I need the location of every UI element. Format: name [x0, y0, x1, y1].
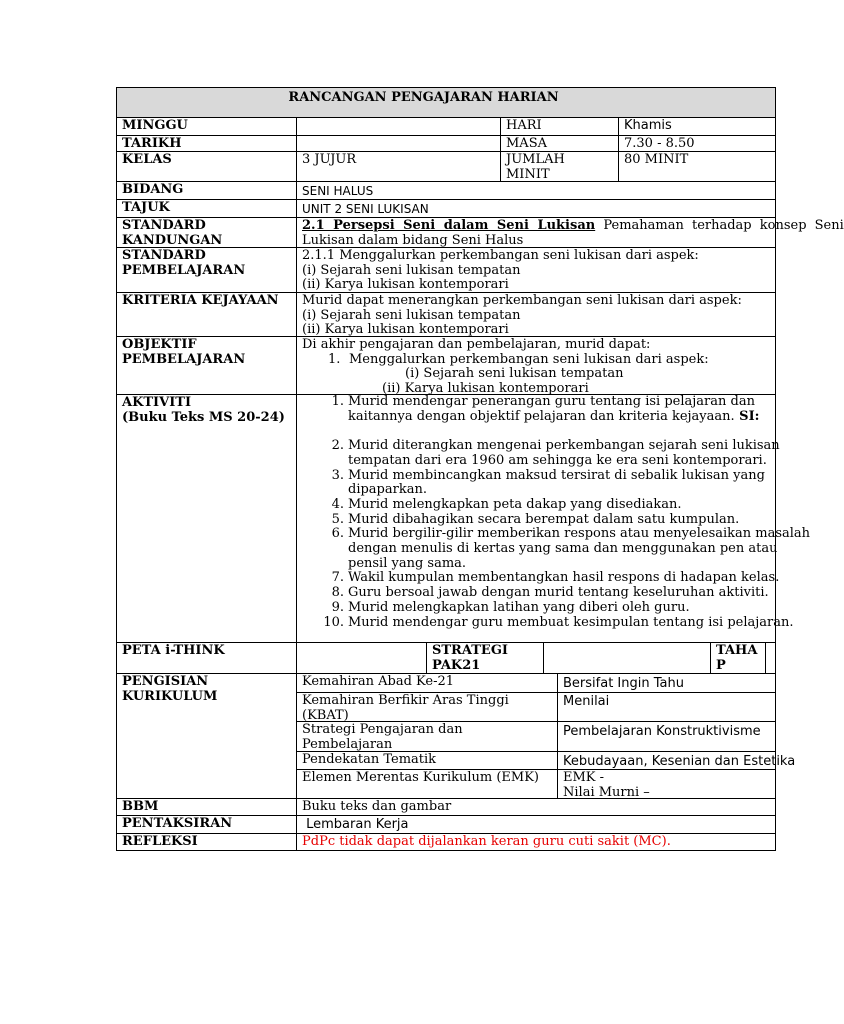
tarikh-label: TARIKH	[122, 136, 182, 151]
aktiviti-list	[297, 394, 811, 630]
aktiviti-item-line	[348, 498, 775, 513]
pengisian-item-label: Pembelajaran	[302, 736, 393, 752]
aktiviti-item-text: Murid dibahagikan secara berempat dalam satu kumpulan.	[348, 511, 740, 527]
aktiviti-label-cell	[116, 394, 297, 643]
aktiviti-item-line	[348, 614, 794, 631]
aktiviti-item-number: 3.	[331, 467, 344, 483]
aktiviti-item-text: Murid diterangkan mengenai perkembangan sejarah seni lukisan	[348, 438, 780, 454]
aktiviti-item-number: 10.	[323, 614, 344, 630]
objektif-value-cell	[296, 336, 776, 395]
pentaksiran-label: PENTAKSIRAN	[122, 816, 233, 831]
jumlah-minit-value-cell	[618, 151, 776, 182]
pengisian-row-right	[557, 721, 776, 752]
strategi-label-line2: PAK21	[432, 657, 481, 673]
pengisian-item-value: Nilai Murni –	[563, 784, 650, 800]
tajuk-label: TAJUK	[122, 200, 170, 215]
refleksi-value-cell	[296, 833, 776, 851]
aktiviti-item	[297, 438, 780, 468]
standard-kandungan-heading: 2.1 Persepsi Seni dalam Seni Lukisan	[302, 218, 596, 233]
aktiviti-item-line	[348, 410, 775, 425]
objektif-label-line1: OBJEKTIF	[122, 337, 197, 352]
aktiviti-item-text: Wakil kumpulan membentangkan hasil respons di hadapan kelas.	[348, 570, 780, 586]
objektif-item	[302, 353, 770, 368]
peta-label-cell	[116, 642, 297, 674]
pengisian-item-label: (KBAT)	[302, 707, 349, 723]
minggu-label-cell	[116, 117, 297, 136]
pengisian-label-cell	[116, 673, 297, 799]
pengisian-row-right	[557, 769, 776, 799]
kelas-label: KELAS	[122, 152, 172, 167]
standard-kandungan-label-line2: KANDUNGAN	[122, 232, 223, 248]
standard-pembelajaran-label-line2: PEMBELAJARAN	[122, 262, 246, 278]
jumlah-minit-value: 80 MINIT	[624, 152, 689, 167]
hari-label: HARI	[506, 118, 542, 133]
kriteria-value-cell	[296, 292, 776, 337]
standard-kandungan-line1	[302, 218, 844, 234]
bbm-value: Buku teks dan gambar	[302, 799, 452, 814]
tajuk-value: UNIT 2 SENI LUKISAN	[302, 202, 429, 216]
refleksi-value: PdPc tidak dapat dijalankan keran guru cuti sakit (MC).	[302, 834, 671, 849]
objektif-item-text: Menggalurkan perkembangan seni lukisan dari aspek:	[349, 351, 709, 367]
page-title: RANCANGAN PENGAJARAN HARIAN	[288, 90, 559, 105]
aktiviti-item-text: Murid membincangkan maksud tersirat di sebalik lukisan yang	[348, 467, 765, 483]
pengisian-item-label: Strategi Pengajaran dan	[302, 722, 463, 737]
pengisian-row-right	[557, 751, 796, 770]
aktiviti-item-text: Murid melengkapkan latihan yang diberi oleh guru.	[348, 599, 690, 615]
pengisian-item-label: Pendekatan Tematik	[302, 752, 437, 767]
standard-kandungan-value-cell	[296, 217, 844, 248]
strategi-label-line1: STRATEGI	[432, 643, 509, 658]
tahap-value-cell	[765, 642, 776, 674]
aktiviti-item-text: Murid mendengar guru membuat kesimpulan tentang isi pelajaran.	[348, 614, 794, 630]
bbm-label-cell	[116, 798, 297, 816]
objektif-sub-item: (i) Sejarah seni lukisan tempatan	[405, 366, 624, 381]
peta-value-cell	[296, 642, 427, 674]
bidang-value-cell	[296, 181, 776, 200]
objektif-label-line2: PEMBELAJARAN	[122, 351, 246, 367]
objektif-sub-item: (ii) Karya lukisan kontemporari	[382, 380, 589, 396]
aktiviti-item	[297, 570, 780, 586]
aktiviti-item-number: 4.	[331, 496, 344, 512]
minggu-label: MINGGU	[122, 118, 188, 133]
title-cell	[116, 87, 776, 118]
standard-pembelajaran-line: (ii) Karya lukisan kontemporari	[302, 277, 509, 292]
hari-label-cell	[500, 117, 619, 136]
tahap-label-line2: P	[716, 657, 726, 673]
aktiviti-value-cell	[296, 394, 811, 643]
aktiviti-item-line	[348, 557, 775, 572]
jumlah-minit-label-line1: JUMLAH	[506, 152, 565, 167]
pengisian-row-left	[296, 692, 558, 722]
standard-pembelajaran-value-cell	[296, 247, 776, 293]
pengisian-item-value: EMK -	[563, 770, 605, 785]
kriteria-label-cell	[116, 292, 297, 337]
aktiviti-item-line	[348, 438, 780, 454]
bidang-label: BIDANG	[122, 182, 184, 197]
aktiviti-item-line	[348, 541, 778, 557]
pengisian-item-label: Kemahiran Abad Ke-21	[302, 674, 455, 689]
pentaksiran-value-cell	[296, 815, 776, 834]
kriteria-line: Murid dapat menerangkan perkembangan seni lukisan dari aspek:	[302, 293, 742, 308]
aktiviti-item-text: Murid mendengar penerangan guru tentang isi pelajaran dan	[348, 394, 755, 409]
aktiviti-item-number: 2.	[331, 438, 344, 454]
standard-pembelajaran-label-line1: STANDARD	[122, 248, 206, 263]
aktiviti-item	[297, 395, 775, 424]
pengisian-row-left	[296, 721, 558, 752]
aktiviti-label-line1: AKTIVITI	[122, 395, 192, 410]
tarikh-label-cell	[116, 135, 297, 152]
masa-label: MASA	[506, 136, 547, 151]
refleksi-label-cell	[116, 833, 297, 851]
pengisian-row-left	[296, 769, 558, 799]
aktiviti-label-line2: (Buku Teks MS 20-24)	[122, 409, 285, 425]
tajuk-label-cell	[116, 199, 297, 218]
pengisian-item-value: Pembelajaran Konstruktivisme	[563, 724, 761, 739]
aktiviti-item-text: tempatan dari era 1960 am sehingga ke era seni kontemporari.	[348, 452, 767, 468]
aktiviti-item-suffix: SI:	[734, 408, 760, 424]
aktiviti-item-text: pensil yang sama.	[348, 555, 467, 571]
aktiviti-item-line	[348, 570, 780, 586]
peta-label: PETA i-THINK	[122, 643, 225, 658]
objektif-label-cell	[116, 336, 297, 395]
aktiviti-item-line	[348, 601, 775, 616]
standard-pembelajaran-line: (i) Sejarah seni lukisan tempatan	[302, 262, 521, 278]
aktiviti-item-number: 5.	[331, 511, 344, 527]
bidang-label-cell	[116, 181, 297, 200]
kriteria-line: (i) Sejarah seni lukisan tempatan	[302, 307, 521, 323]
tahap-label-line1: TAHA	[716, 643, 758, 658]
aktiviti-item-text: dengan menulis di kertas yang sama dan menggunakan pen atau	[348, 541, 778, 557]
aktiviti-item-line	[348, 526, 811, 542]
refleksi-label: REFLEKSI	[122, 834, 198, 849]
aktiviti-item-number: 9.	[331, 599, 344, 615]
pengisian-item-value: Bersifat Ingin Tahu	[563, 676, 684, 691]
aktiviti-item	[297, 526, 811, 571]
pengisian-row-right	[557, 692, 776, 722]
masa-label-cell	[500, 135, 619, 152]
aktiviti-item-number: 6.	[331, 526, 344, 542]
aktiviti-item-line	[348, 395, 775, 410]
pentaksiran-label-cell	[116, 815, 297, 834]
standard-kandungan-label-cell	[116, 217, 297, 248]
kriteria-line: (ii) Karya lukisan kontemporari	[302, 322, 509, 337]
pengisian-label-line1: PENGISIAN	[122, 674, 209, 689]
standard-kandungan-label-line1: STANDARD	[122, 218, 206, 233]
masa-value-cell	[618, 135, 776, 152]
standard-kandungan-line2: Lukisan dalam bidang Seni Halus	[302, 232, 524, 248]
aktiviti-item	[297, 614, 794, 631]
aktiviti-item	[297, 586, 775, 601]
aktiviti-item	[297, 498, 775, 513]
pengisian-row-left	[296, 751, 558, 770]
pengisian-item-value: Menilai	[563, 694, 610, 709]
tarikh-value-cell	[296, 135, 501, 152]
aktiviti-item-line	[348, 483, 775, 498]
aktiviti-item	[297, 469, 775, 498]
hari-value: Khamis	[624, 118, 672, 133]
kelas-value-cell	[296, 151, 501, 182]
pengisian-row-right	[557, 673, 776, 693]
pengisian-item-value: Kebudayaan, Kesenian dan Estetika	[563, 754, 796, 769]
aktiviti-item-line	[348, 469, 775, 484]
aktiviti-item-text: dipaparkan.	[348, 482, 427, 498]
masa-value: 7.30 - 8.50	[624, 136, 695, 151]
pengisian-item-label: Kemahiran Berfikir Aras Tinggi	[302, 693, 509, 708]
strategi-value-cell	[543, 642, 711, 674]
hari-value-cell	[618, 117, 776, 136]
aktiviti-item	[297, 513, 775, 528]
aktiviti-item-line	[348, 513, 775, 528]
jumlah-minit-label-line2: MINIT	[506, 166, 550, 182]
pengisian-item-label: Elemen Merentas Kurikulum (EMK)	[302, 770, 539, 785]
objektif-intro: Di akhir pengajaran dan pembelajaran, murid dapat:	[302, 337, 651, 352]
aktiviti-item-text: Murid bergilir-gilir memberikan respons atau menyelesaikan masalah	[348, 526, 811, 542]
tahap-label-cell	[710, 642, 766, 674]
minggu-value-cell	[296, 117, 501, 136]
objektif-item-number: 1.	[328, 351, 341, 367]
kelas-value: 3 JUJUR	[302, 152, 357, 167]
aktiviti-item-line	[348, 454, 775, 469]
kriteria-label: KRITERIA KEJAYAAN	[122, 293, 279, 308]
tajuk-value-cell	[296, 199, 776, 218]
pengisian-label-line2: KURIKULUM	[122, 688, 218, 704]
aktiviti-item-text: kaitannya dengan objektif pelajaran dan kriteria kejayaan.	[348, 408, 735, 424]
aktiviti-item-number: 8.	[331, 585, 344, 601]
standard-pembelajaran-label-cell	[116, 247, 297, 293]
bbm-value-cell	[296, 798, 776, 816]
strategi-label-cell	[426, 642, 544, 674]
aktiviti-item	[297, 601, 775, 616]
standard-pembelajaran-line: 2.1.1 Menggalurkan perkembangan seni lukisan dari aspek:	[302, 248, 699, 263]
aktiviti-item-number: 7.	[331, 570, 344, 586]
aktiviti-item-text: Murid melengkapkan peta dakap yang disediakan.	[348, 496, 682, 512]
aktiviti-item-line	[348, 586, 775, 601]
aktiviti-item-text: Guru bersoal jawab dengan murid tentang keseluruhan aktiviti.	[348, 585, 769, 601]
standard-kandungan-text: Pemahaman terhadap konsep Seni	[595, 218, 844, 233]
pengisian-row-left	[296, 673, 558, 693]
jumlah-minit-label-cell	[500, 151, 619, 182]
kelas-label-cell	[116, 151, 297, 182]
bidang-value: SENI HALUS	[302, 184, 374, 198]
aktiviti-item-number: 1.	[331, 394, 344, 409]
bbm-label: BBM	[122, 799, 159, 814]
pentaksiran-value: Lembaran Kerja	[302, 817, 409, 832]
